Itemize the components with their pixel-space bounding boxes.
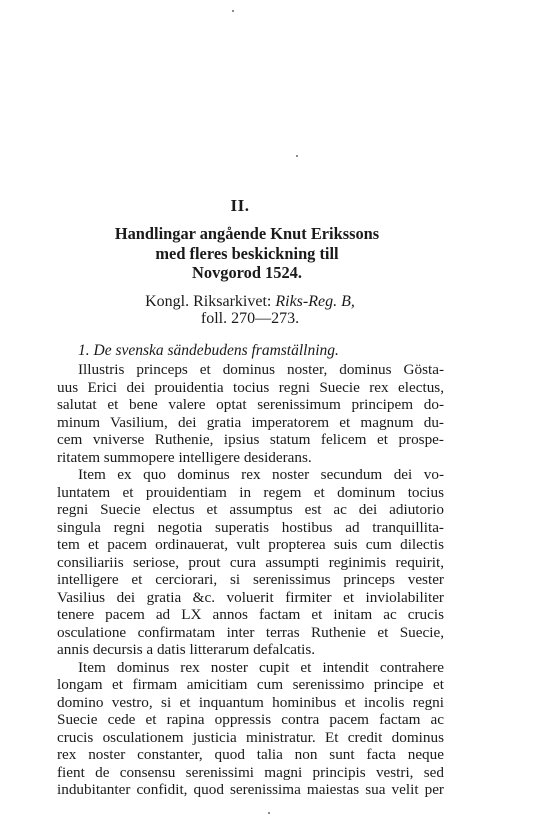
text-line: rex noster constanter, quod talia non sunt facta neque [57, 746, 444, 763]
text-line: longam et firmam amicitiam cum serenissimo principe et [57, 676, 444, 693]
text-line: Illustris princeps et dominus noster, dominus Gösta- [78, 361, 444, 378]
source-line-2: foll. 270—273. [200, 310, 300, 327]
text-line: tem et pacem ordinauerat, vult propterea suis cum dilectis [57, 536, 444, 553]
text-line: singula regni negotia superatis hostibus ad tranquillita- [57, 518, 444, 536]
paper-speck [232, 10, 234, 12]
source-reference [120, 293, 380, 327]
text-line: annis decursis a datis litterarum defalcatis. [57, 641, 316, 658]
paragraph [57, 659, 444, 799]
section-heading: 1. De svenska sändebudens framställning. [78, 342, 339, 359]
text-line: Suecie cede et rapina oppressis contra pacem factam ac [57, 711, 444, 728]
text-line: consiliariis seriose, prout cura assumpti reginimis requirit, [57, 553, 444, 571]
text-line: ritatem summopere intelligere desiderans. [57, 448, 312, 466]
text-line: Item ex quo dominus rex noster secundum dei vo- [78, 466, 444, 483]
heading-line: med fleres beskickning till [155, 243, 339, 263]
text-line: luntatem et prouidentiam in regem et dominum tocius [57, 483, 444, 501]
text-line: domino vestro, si et inquantum hominibus et incolis regni [57, 693, 444, 711]
text-line: intelligere et cerciorari, si serenissimus princeps vester [57, 571, 444, 588]
chapter-numeral: II. [230, 196, 250, 215]
text-line: indubitanter confidit, quod serenissima maiestas sua velit per [57, 781, 444, 798]
paper-speck [296, 155, 298, 157]
text-line: fient de consensu serenissimi magni principis vestri, sed [57, 763, 444, 781]
text-line: crucis osculationem justicia ministratur. Et credit dominus [57, 728, 444, 746]
text-line: regni Suecie electus et assumptus est ac dei adiutorio [57, 501, 444, 518]
paper-speck [268, 812, 270, 814]
paragraph [57, 361, 444, 466]
heading-line: Handlingar angående Knut Erikssons [114, 224, 380, 243]
text-line: salutat et bene valere optat serenissimum principem do- [57, 396, 444, 413]
text-line: tenere pacem ad LX annos factam et initam ac crucis [57, 606, 444, 623]
text-line: uus Erici dei prouidentia tocius regni Suecie rex electus, [57, 378, 444, 396]
text-line: Vasilius dei gratia &c. voluerit firmiter et inviolabiliter [57, 588, 444, 606]
text-line: Item dominus rex noster cupit et intendit contrahere [78, 658, 444, 676]
text-line: cem vniverse Ruthenie, ipsius statum felicem et prospe- [57, 431, 444, 448]
paragraph [57, 466, 444, 659]
source-register: Riks-Reg. B, [275, 293, 355, 310]
heading-line: Novgorod 1524. [192, 263, 302, 282]
source-line-1 [120, 293, 380, 310]
text-line: osculatione confirmatam inter terras Ruthenie et Suecie, [57, 623, 444, 641]
document-heading [87, 224, 407, 283]
source-archive: Kongl. Riksarkivet: [145, 293, 276, 310]
body-text [57, 361, 444, 799]
text-line: minum Vasilium, dei gratia imperatorem et magnum du- [57, 413, 444, 431]
